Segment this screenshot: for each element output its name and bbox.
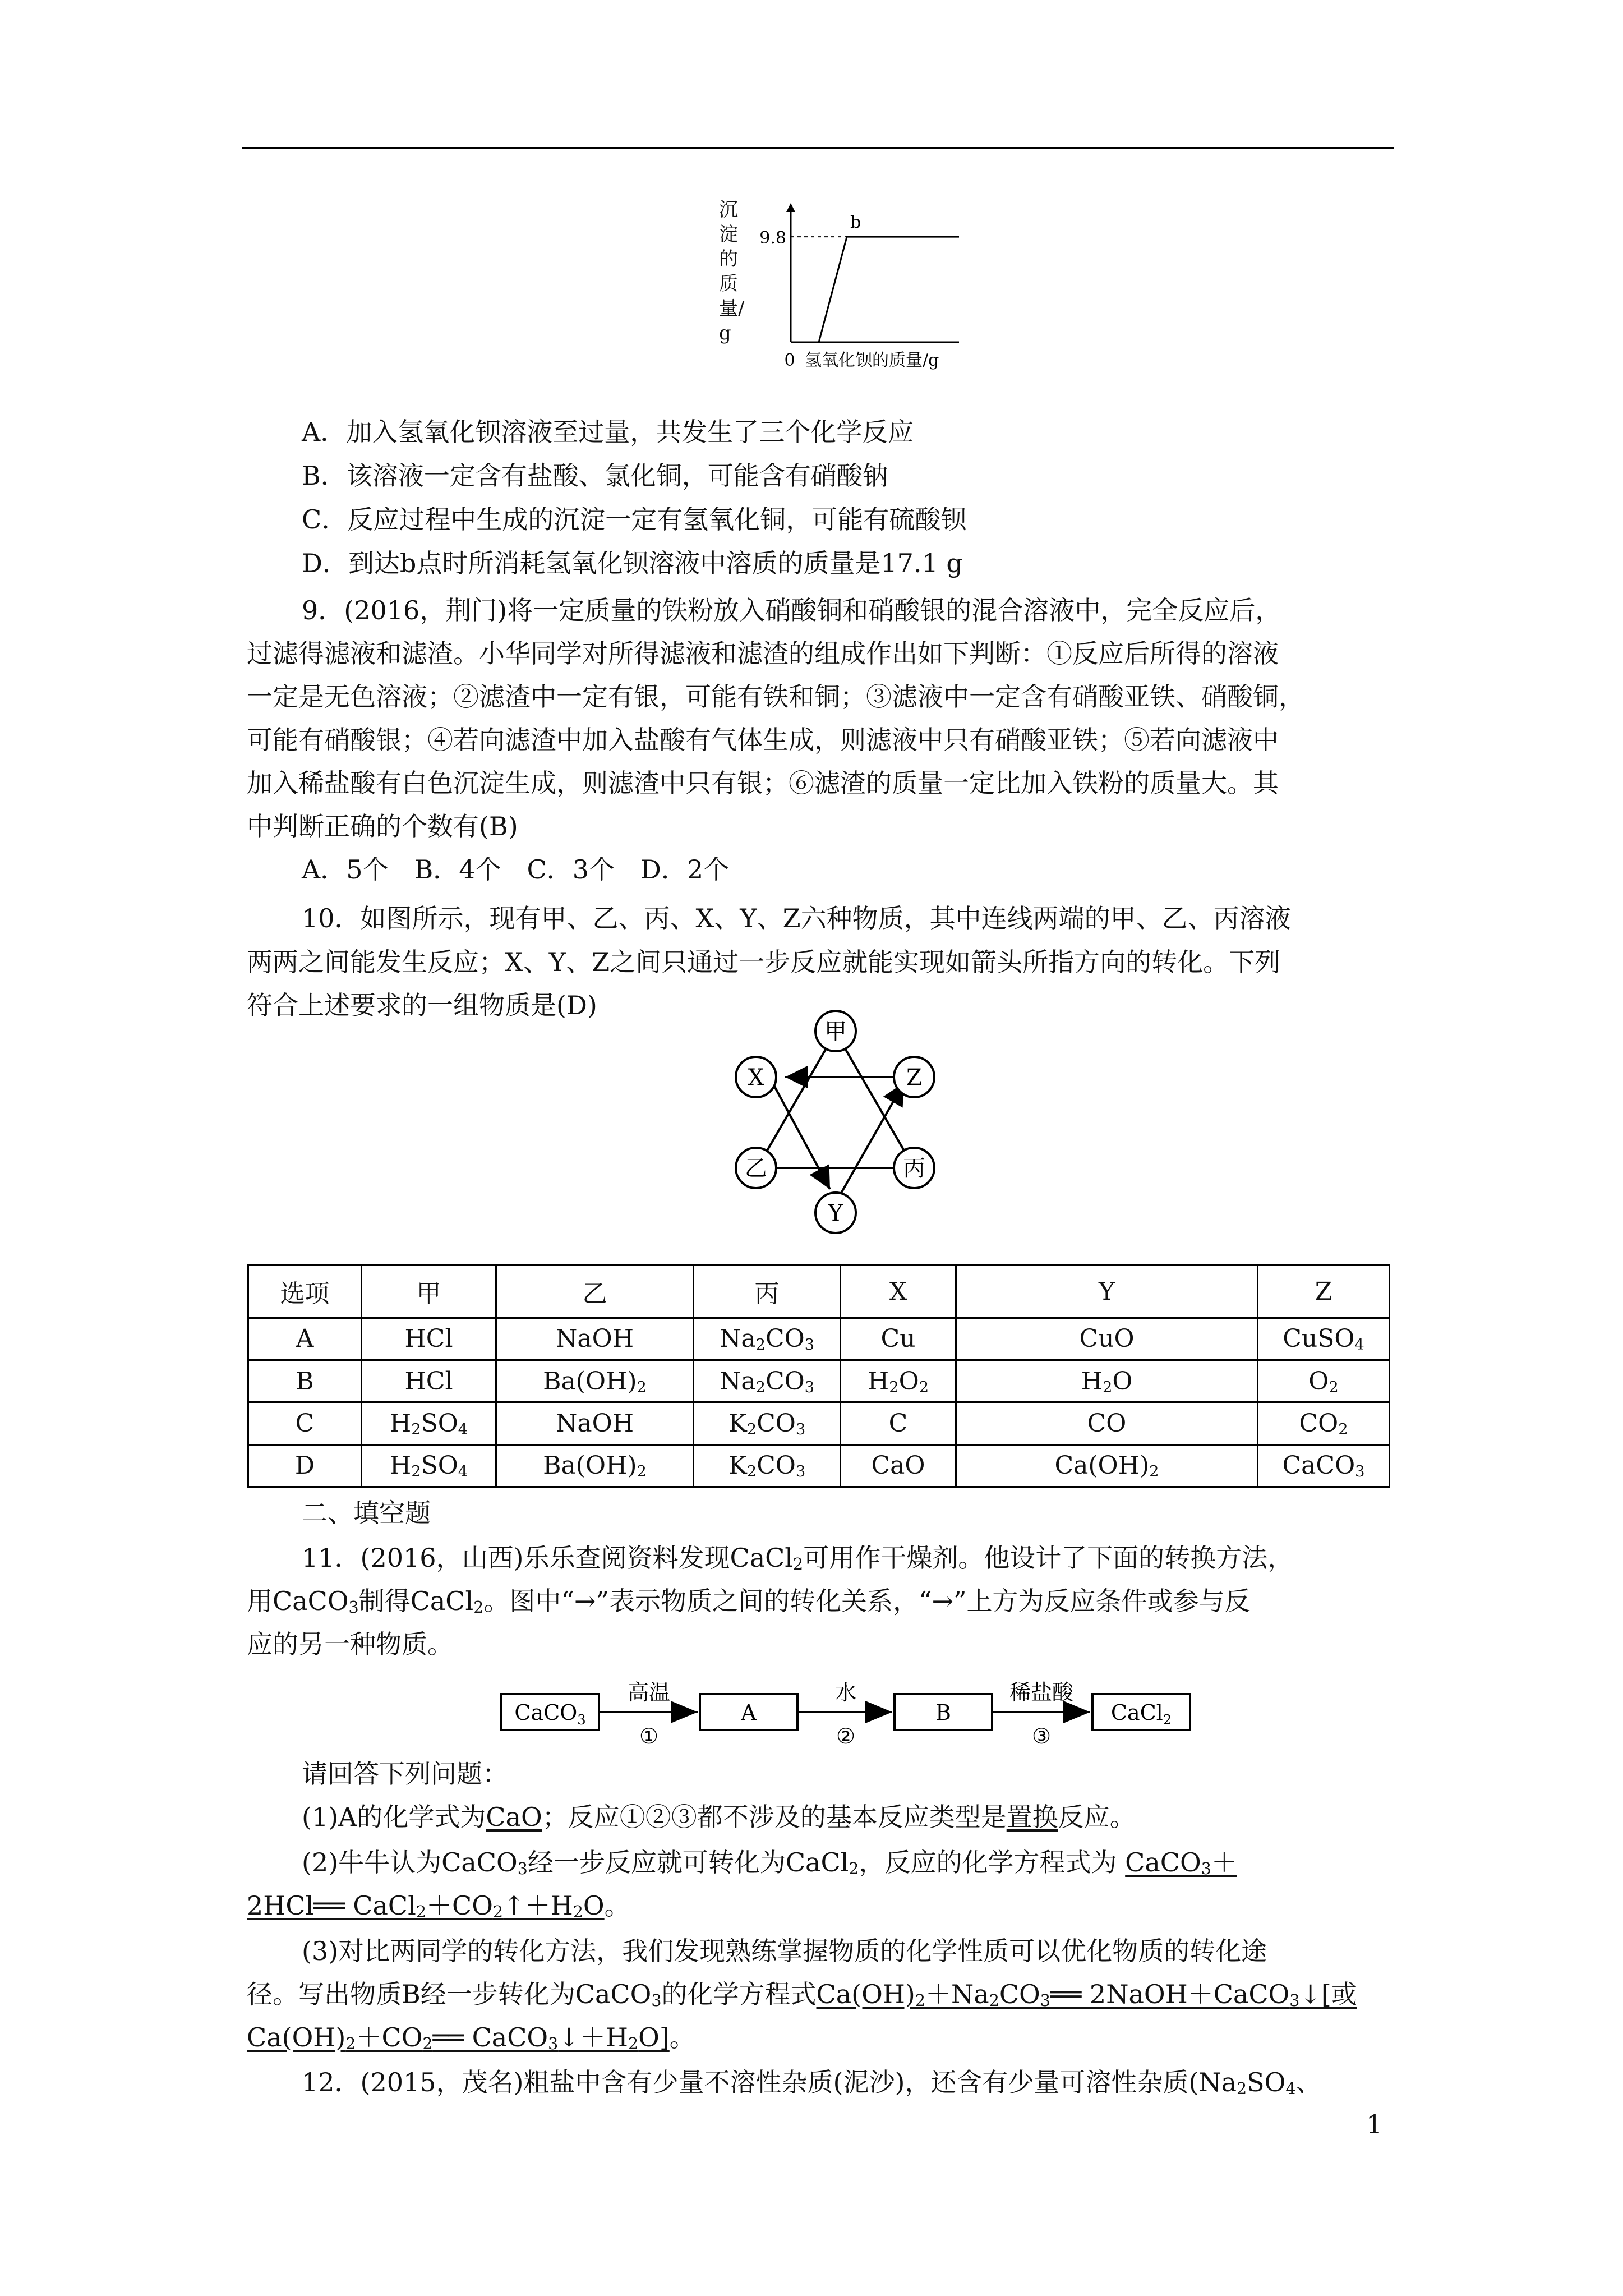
table-cell: $Na_2CO_3$ <box>694 1318 841 1360</box>
table-header-cell: Y <box>956 1266 1258 1318</box>
table-cell: CaO <box>841 1444 956 1487</box>
x-axis-label: 氢氧化钡的质量/g <box>805 351 939 370</box>
table-cell: Cu <box>841 1318 956 1360</box>
table-cell: HCl <box>362 1318 496 1360</box>
table-cell: D <box>248 1444 362 1487</box>
q11-answer-3a: (3)对比两同学的转化方法，我们发现熟练掌握物质的化学性质可以优化物质的转化途 <box>302 1936 1267 1966</box>
y-axis-arrow <box>786 203 795 212</box>
node-jia: 甲 <box>824 1019 847 1045</box>
flow-box-b: B <box>935 1700 951 1725</box>
page-number: 1 <box>1366 2109 1383 2139</box>
table-cell: $Ca(OH)_2$ <box>956 1444 1258 1487</box>
table-cell: NaOH <box>496 1318 694 1360</box>
flow-step-2: ② <box>836 1724 856 1749</box>
q8-option-c: C．反应过程中生成的沉淀一定有氢氧化铜，可能有硫酸钡 <box>302 504 967 535</box>
q8-option-a: A．加入氢氧化钡溶液至过量，共发生了三个化学反应 <box>302 417 914 447</box>
q9-line: 过滤得滤液和滤渣。小华同学对所得滤液和滤渣的组成作出如下判断：①反应后所得的溶液 <box>247 638 1279 669</box>
q9-choices: A．5个 B．4个 C．3个 D．2个 <box>302 854 730 885</box>
header-rule <box>242 147 1394 149</box>
flow-diagram <box>499 1672 1200 1750</box>
q11-answer-1: (1)A的化学式为CaO；反应①②③都不涉及的基本反应类型是置换反应。 <box>302 1802 1136 1832</box>
series-line <box>791 237 959 342</box>
table-row <box>248 1360 1390 1402</box>
table-cell: CO <box>956 1402 1258 1444</box>
flow-condition-2: 水 <box>834 1680 857 1705</box>
q8-option-d: D．到达b点时所消耗氢氧化钡溶液中溶质的质量是17.1 g <box>302 548 963 578</box>
q11-line: 用CaCO$_3$制得CaCl$_2$。图中“→”表示物质之间的转化关系，“→”上方为反应条件或参与反 <box>247 1586 1251 1617</box>
q9-line: 可能有硝酸银；④若向滤渣中加入盐酸有气体生成，则滤液中只有硝酸亚铁；⑤若向滤液中 <box>247 725 1279 755</box>
q9-line: 加入稀盐酸有白色沉淀生成，则滤渣中只有银；⑥滤渣的质量一定比加入铁粉的质量大。其 <box>247 768 1279 798</box>
table-cell: C <box>248 1402 362 1444</box>
chart-ylabel: 沉淀的质量/g <box>719 199 745 344</box>
table-cell: $H_2O_2$ <box>841 1360 956 1402</box>
table-cell: $H_2O$ <box>956 1360 1258 1402</box>
flow-condition-1: 高温 <box>627 1680 671 1705</box>
node-y: Y <box>828 1200 843 1226</box>
q11-answer-2b: 2HCl══ $CaCl_2+CO_2↑+H_2O$。 <box>247 1890 630 1922</box>
q11-line: 应的另一种物质。 <box>247 1629 453 1659</box>
table-cell: $H_2SO_4$ <box>362 1444 496 1487</box>
point-label-b: b <box>850 213 861 233</box>
table-cell: CaCO$_3$ <box>1258 1444 1390 1487</box>
q12-line: 12．(2015，茂名)粗盐中含有少量不溶性杂质(泥沙)，还含有少量可溶性杂质($Na_2SO_4$、 <box>302 2067 1322 2099</box>
table-header-cell: 甲 <box>362 1266 496 1318</box>
section-title: 二、填空题 <box>302 1498 431 1528</box>
table-header-cell: 乙 <box>496 1266 694 1318</box>
q10-line: 10．如图所示，现有甲、乙、丙、X、Y、Z六种物质，其中连线两端的甲、乙、丙溶液 <box>302 903 1291 933</box>
table-header-cell: 选项 <box>248 1266 362 1318</box>
origin-label: 0 <box>784 351 795 370</box>
table-row <box>248 1318 1390 1360</box>
hexagon-diagram <box>729 1010 942 1234</box>
table-header-row <box>248 1266 1390 1318</box>
table-cell: $H_2SO_4$ <box>362 1402 496 1444</box>
table-cell: $K_2CO_3$ <box>694 1402 841 1444</box>
options-table <box>247 1264 1390 1488</box>
table-cell: A <box>248 1318 362 1360</box>
flow-box-a: A <box>741 1700 757 1725</box>
q9-line: 一定是无色溶液；②滤渣中一定有银，可能有铁和铜；③滤液中一定含有硝酸亚铁、硝酸铜， <box>247 682 1304 712</box>
table-cell: B <box>248 1360 362 1402</box>
flow-step-1: ① <box>639 1724 659 1749</box>
q10-line: 符合上述要求的一组物质是(D) <box>247 990 597 1020</box>
table-cell: HCl <box>362 1360 496 1402</box>
flow-step-3: ③ <box>1031 1724 1052 1749</box>
table-cell: $CO_2$ <box>1258 1402 1390 1444</box>
node-x: X <box>748 1065 764 1091</box>
table-cell: $K_2CO_3$ <box>694 1444 841 1487</box>
table-cell: $Ba(OH)_2$ <box>496 1360 694 1402</box>
table-cell: CuO <box>956 1318 1258 1360</box>
table-cell: CuSO$_4$ <box>1258 1318 1390 1360</box>
q11-answer-3b: 径。写出物质B经一步转化为CaCO$_3$的化学方程式$Ca(OH)_2+Na_2CO_3══$ 2NaOH＋CaCO$_3$↓[或 <box>247 1979 1357 2010</box>
y-tick-label: 9.8 <box>759 228 786 249</box>
q10-line: 两两之间能发生反应；X、Y、Z之间只通过一步反应就能实现如箭头所指方向的转化。下列 <box>247 947 1281 977</box>
table-row <box>248 1444 1390 1487</box>
flow-box-cacl2: CaCl$_2$ <box>1110 1700 1172 1728</box>
flow-box-caco3: CaCO$_3$ <box>514 1700 586 1728</box>
q9-line: 中判断正确的个数有(B) <box>247 811 518 841</box>
table-row <box>248 1402 1390 1444</box>
node-bing: 丙 <box>903 1156 925 1181</box>
q11-prompt: 请回答下列问题： <box>302 1759 508 1789</box>
table-cell: C <box>841 1402 956 1444</box>
precipitate-chart <box>718 196 970 398</box>
q11-answer-3c: $Ca(OH)_2+CO_2══$ $CaCO_3↓+H_2O$]。 <box>247 2022 695 2054</box>
table-cell: $Ba(OH)_2$ <box>496 1444 694 1487</box>
table-cell: $O_2$ <box>1258 1360 1390 1402</box>
q11-answer-2a: (2)牛牛认为CaCO$_3$经一步反应就可转化为CaCl$_2$，反应的化学方程式为 CaCO$_3$＋ <box>302 1847 1237 1879</box>
node-yi: 乙 <box>745 1156 767 1181</box>
table-cell: $Na_2CO_3$ <box>694 1360 841 1402</box>
table-header-cell: X <box>841 1266 956 1318</box>
flow-condition-3: 稀盐酸 <box>1009 1680 1074 1705</box>
table-cell: NaOH <box>496 1402 694 1444</box>
node-z: Z <box>906 1065 922 1091</box>
q11-line: 11．(2016，山西)乐乐查阅资料发现CaCl$_2$可用作干燥剂。他设计了下面的转换方法， <box>302 1543 1294 1574</box>
q9-line: 9．(2016，荆门)将一定质量的铁粉放入硝酸铜和硝酸银的混合溶液中，完全反应后， <box>302 595 1281 625</box>
table-header-cell: Z <box>1258 1266 1390 1318</box>
q8-option-b: B．该溶液一定含有盐酸、氯化铜，可能含有硝酸钠 <box>302 461 888 491</box>
table-header-cell: 丙 <box>694 1266 841 1318</box>
